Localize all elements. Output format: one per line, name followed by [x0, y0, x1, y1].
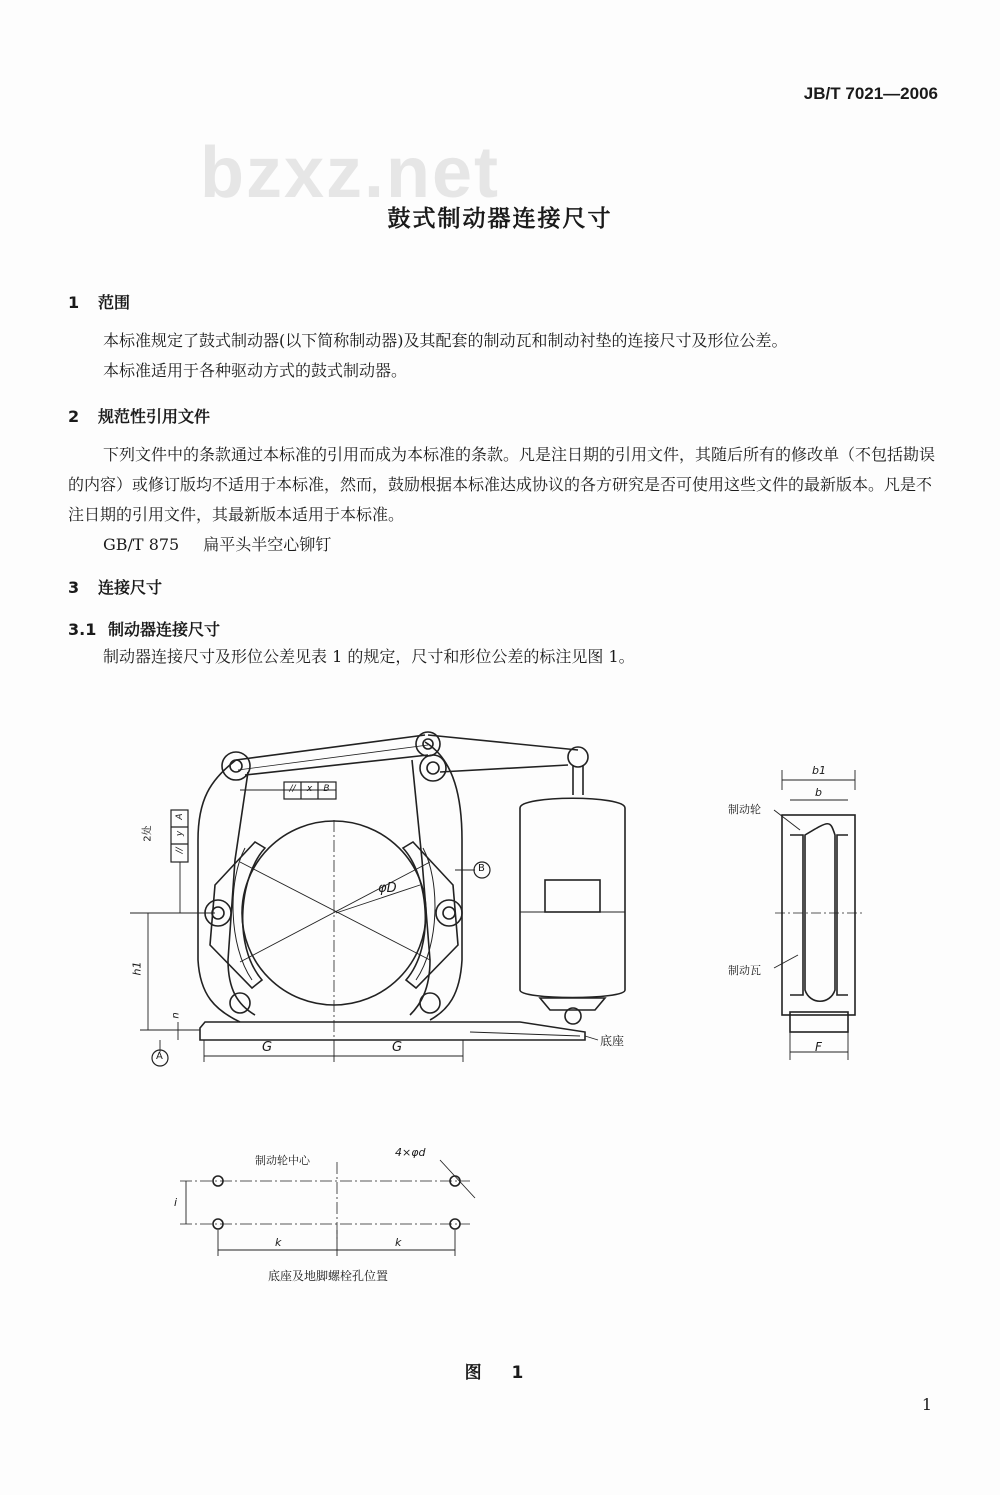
base-plate: [200, 1022, 585, 1040]
reference-name: 扁平头半空心铆钉: [203, 535, 332, 554]
label-base-caption: 底座及地脚螺栓孔位置: [268, 1269, 389, 1283]
reference-code: GB/T 875: [103, 535, 180, 554]
section-1-para-1: 本标准规定了鼓式制动器(以下简称制动器)及其配套的制动瓦和制动衬垫的连接尺寸及形位公差。: [103, 331, 788, 350]
label-G-left: G: [262, 1040, 273, 1055]
side-view-body: [782, 815, 855, 1015]
label-shoe: 制动瓦: [728, 964, 761, 977]
label-n: n: [170, 1012, 182, 1019]
top-link-2: [245, 755, 428, 775]
label-datum-B: B: [478, 863, 485, 874]
lever-top: [428, 735, 578, 750]
shoe-pin-right: [436, 900, 462, 926]
lever-bottom: [440, 765, 568, 772]
section-3-1-para-1: 制动器连接尺寸及形位公差见表 1 的规定，尺寸和形位公差的标注见图 1。: [103, 647, 635, 666]
figure-1-drawing: [0, 700, 1000, 1300]
label-wheel-center: 制动轮中心: [255, 1154, 310, 1167]
label-base: 底座: [600, 1034, 625, 1048]
section-number: 2: [68, 407, 80, 426]
section-2-heading: [68, 404, 210, 427]
tolerance-2-cells: // y A: [175, 813, 185, 854]
section-1-heading: [68, 290, 130, 313]
label-h1: h1: [130, 961, 144, 976]
section-number: 1: [68, 293, 80, 312]
section-title: 规范性引用文件: [98, 407, 211, 426]
section-title: 制动器连接尺寸: [108, 620, 221, 639]
tolerance-1-cells: // x B: [289, 784, 330, 794]
pin-lever: [420, 755, 446, 781]
label-i: i: [174, 1196, 178, 1209]
section-title: 连接尺寸: [98, 578, 163, 597]
watermark: bzxz.net: [200, 133, 501, 213]
figure-caption: 图 1: [464, 1363, 536, 1383]
right-arm-outer: [425, 742, 462, 1020]
label-k-right: k: [395, 1236, 402, 1249]
pin-top-left: [222, 752, 250, 780]
label-b1: b1: [812, 764, 826, 777]
label-datum-A: A: [156, 1051, 163, 1062]
page-number: 1: [921, 1395, 932, 1414]
label-two-places: 2处: [142, 825, 154, 842]
base-pin-right: [420, 993, 440, 1013]
section-number: 3: [68, 578, 80, 597]
page-title: 鼓式制动器连接尺寸: [387, 206, 613, 232]
section-1-para-2: 本标准适用于各种驱动方式的鼓式制动器。: [103, 361, 408, 380]
section-number: 3.1: [68, 620, 97, 639]
thruster-plate: [545, 880, 600, 912]
top-link-1: [236, 735, 425, 760]
section-2-para-1: 下列文件中的条款通过本标准的引用而成为本标准的条款。凡是注日期的引用文件，其随后所有的修改单（不包括勘误的内容）或修订版均不适用于本标准，然而，鼓励根据本标准达成协议的各方研究是否可使用这些文件的最新版本。凡是不注日期的引用文件，其最新版本适用于本标准。: [68, 445, 936, 524]
side-wheel: [805, 824, 835, 1002]
thruster-body: [520, 798, 625, 997]
label-G-right: G: [392, 1040, 403, 1055]
section-3-1-heading: [68, 617, 220, 640]
standard-number: JB/T 7021—2006: [803, 84, 938, 103]
label-k-left: k: [275, 1236, 282, 1249]
label-bolt: 4×φd: [395, 1146, 426, 1159]
label-b: b: [815, 786, 822, 799]
section-title: 范围: [98, 293, 131, 312]
label-F: F: [815, 1040, 822, 1054]
label-phiD: φD: [378, 881, 397, 896]
label-wheel: 制动轮: [728, 803, 761, 816]
reference-entry: [103, 530, 331, 560]
section-3-heading: [68, 575, 162, 598]
